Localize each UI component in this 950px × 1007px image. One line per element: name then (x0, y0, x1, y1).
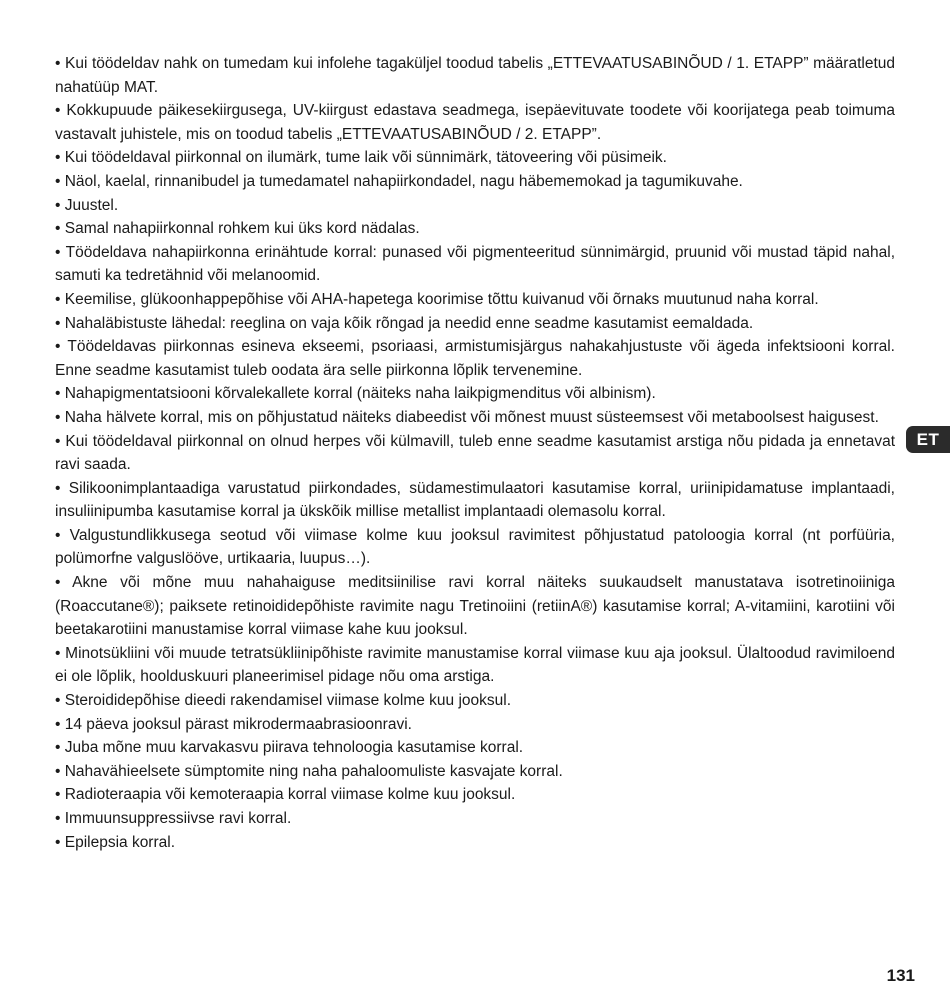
list-item: • Samal nahapiirkonnal rohkem kui üks kord nädalas. (55, 220, 420, 238)
list-item: • Juba mõne muu karvakasvu piirava tehnoloogia kasutamise korral. (55, 739, 524, 757)
list-item: • Nahavähieelsete sümptomite ning naha pahaloomuliste kasvajate korral. (55, 762, 563, 780)
list-item: • Naha hälvete korral, mis on põhjustatud näiteks diabeedist või mõnest muust süsteemsest või metaboolsest haigusest. (55, 408, 879, 426)
list-item: • Kui töödeldav nahk on tumedam kui infolehe tagaküljel toodud tabelis „ETTEVAATUSABINÕUD / 1. ETAPP” määratletud nahatüüp MAT. (55, 55, 895, 96)
list-item: • Nahaläbistuste lähedal: reeglina on vaja kõik rõngad ja needid enne seadme kasutamist eemaldada. (55, 314, 754, 332)
list-item: • 14 päeva jooksul pärast mikrodermaabrasioonravi. (55, 715, 412, 733)
list-item: • Näol, kaelal, rinnanibudel ja tumedamatel nahapiirkondadel, nagu häbememokad ja tagumikuvahe. (55, 172, 743, 190)
list-item: • Nahapigmentatsiooni kõrvalekallete korral (näiteks naha laikpigmenditus või albinism). (55, 385, 656, 403)
list-item: • Kui töödeldaval piirkonnal on olnud herpes või külmavill, tuleb enne seadme kasutamist arstiga nõu pidada ja ennetavat ravi saada. (55, 432, 895, 474)
list-item: • Töödeldavas piirkonnas esineva ekseemi, psoriaasi, armistumisjärgus nahakahjustuste või ägeda infektsiooni korral. Enne seadme kasutamist tuleb oodata ära selle piirkonna lõplik tervenemine. (55, 338, 895, 379)
list-item: • Akne või mõne muu nahahaiguse meditsiinilise ravi korral näiteks suukaudselt manustatava isotretinoiiniga (Roaccutane®); paiksete retinoididepõhiste ravimite nagu Tretinoiini (retiinA®) kasutamise korral; A-vitamiini, karotiini või beetakarotiini manustamise korral viimase kahe kuu jooksul. (55, 574, 895, 639)
page-number: 131 (886, 966, 915, 985)
list-item: • Immuunsuppressiivse ravi korral. (55, 810, 292, 827)
list-item: • Minotsükliini või muude tetratsükliinipõhiste ravimite manustamise korral viimase kuu aja jooksul. Ülaltoodud ravimiloend ei ole lõplik, hoolduskuuri planeerimisel pidage nõu oma arstiga. (55, 644, 895, 686)
list-item: • Epilepsia korral. (55, 833, 176, 851)
list-item: • Valgustundlikkusega seotud või viimase kolme kuu jooksul ravimitest põhjustatud patoloogia korral (nt porfüüria, polümorfne valguslööve, urtikaaria, luupus…). (55, 526, 895, 568)
list-item: • Silikoonimplantaadiga varustatud piirkondades, südamestimulaatori kasutamise korral, uriinipidamatuse implantaadi, insuliinipumba kasutamise korral ja ükskõik millise metallist implantaadi olemasolu korral. (55, 479, 895, 521)
contraindications-list (55, 52, 895, 854)
list-item: • Keemilise, glükoonhappepõhise või AHA-hapetega koorimise tõttu kuivanud või õrnaks muutunud naha korral. (55, 290, 819, 308)
list-item: • Steroididepõhise dieedi rakendamisel viimase kolme kuu jooksul. (55, 692, 512, 710)
list-item: • Kokkupuude päikesekiirgusega, UV-kiirgust edastava seadmega, isepäevituvate toodete või koorijatega peab toimuma vastavalt juhistele, mis on toodud tabelis „ETTEVAATUSABINÕUD / 2. ETAPP”. (55, 102, 895, 143)
list-item: • Töödeldava nahapiirkonna erinähtude korral: punased või pigmenteeritud sünnimärgid, pruunid või mustad täpid nahal, samuti ka tedretähnid või melanoomid. (55, 243, 895, 285)
list-item: • Radioteraapia või kemoteraapia korral viimase kolme kuu jooksul. (55, 786, 516, 804)
list-item: • Juustel. (55, 196, 119, 214)
list-item: • Kui töödeldaval piirkonnal on ilumärk, tume laik või sünnimärk, tätoveering või püsimeik. (55, 149, 667, 167)
language-tab: ET (906, 426, 950, 453)
